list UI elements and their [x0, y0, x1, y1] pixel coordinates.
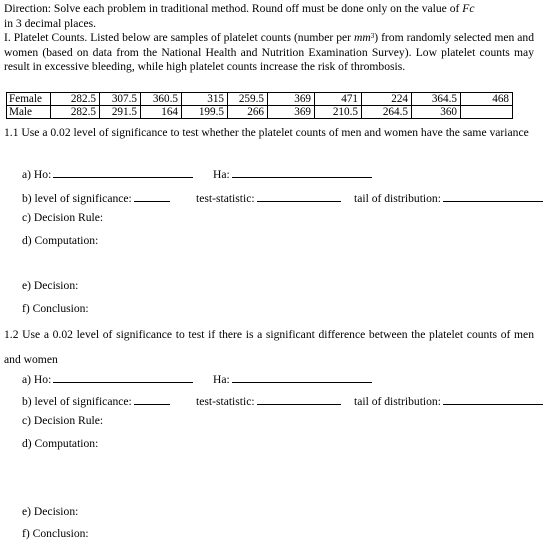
table-cell: 282.5 [51, 106, 100, 119]
q2-computation: d) Computation: [22, 437, 99, 450]
q2-ho-blank[interactable] [53, 370, 193, 383]
q1-tail: tail of distribution: [354, 189, 543, 205]
q2-conclusion: f) Conclusion: [22, 527, 89, 540]
table-cell: 369 [268, 106, 315, 119]
q1-decision-rule: c) Decision Rule: [22, 211, 104, 224]
table-cell: 291.5 [100, 106, 141, 119]
table-cell: 360.5 [141, 93, 182, 106]
q2-tail: tail of distribution: [354, 392, 543, 408]
q1-level-blank[interactable] [134, 189, 170, 202]
q2-ha-blank[interactable] [232, 370, 372, 383]
row-label-male: Male [7, 106, 51, 119]
table-cell: 315 [182, 93, 228, 106]
table-cell: 471 [315, 93, 362, 106]
q2-level: b) level of significance: [22, 392, 170, 408]
direction-text: Direction: Solve each problem in traditional method. Round off must be done only on the value of Fc in 3 decimal places. [4, 2, 475, 30]
q2-ts-blank[interactable] [257, 392, 341, 405]
q1-ho-blank[interactable] [53, 165, 193, 178]
table-cell: 282.5 [51, 93, 100, 106]
q1-ha: Ha: [213, 165, 372, 181]
q2-test-statistic: test-statistic: [196, 392, 341, 408]
platelet-table [6, 92, 513, 119]
q1-test-statistic: test-statistic: [196, 189, 341, 205]
unit-symbol: mm [353, 31, 371, 44]
q1-title: 1.1 Use a 0.02 level of significance to test whether the platelet counts of men and women have the same variance [4, 126, 529, 139]
q1-level: b) level of significance: [22, 189, 170, 205]
q2-decision-rule: c) Decision Rule: [22, 414, 104, 427]
table-cell: 199.5 [182, 106, 228, 119]
table-cell: 360 [412, 106, 461, 119]
q1-ts-blank[interactable] [257, 189, 341, 202]
fc-symbol: Fc [462, 2, 475, 15]
table-cell: 259.5 [228, 93, 268, 106]
q2-decision: e) Decision: [22, 505, 79, 518]
table-cell: 364.5 [412, 93, 461, 106]
q1-conclusion: f) Conclusion: [22, 302, 89, 315]
table-cell: 307.5 [100, 93, 141, 106]
male-row [7, 106, 513, 119]
table-cell: 224 [362, 93, 412, 106]
table-cell: 164 [141, 106, 182, 119]
q2-tail-blank[interactable] [443, 392, 543, 405]
q1-computation: d) Computation: [22, 234, 99, 247]
problem-statement: I. Platelet Counts. Listed below are samples of platelet counts (number per $mm^3$) from randomly selected men and women (based on data from the National Health and Nutrition Examination Survey). Low platelet counts may result in excessive bleeding, while high platelet counts increase the risk of thrombosis. [4, 31, 534, 74]
q1-tail-blank[interactable] [443, 189, 543, 202]
q1-ha-blank[interactable] [232, 165, 372, 178]
female-row [7, 93, 513, 106]
table-cell: 369 [268, 93, 315, 106]
q2-level-blank[interactable] [134, 392, 170, 405]
q1-decision: e) Decision: [22, 279, 79, 292]
row-label-female: Female [7, 93, 51, 106]
q2-ha: Ha: [213, 370, 372, 386]
q2-title: 1.2 Use a 0.02 level of significance to test if there is a significant difference between the platelet counts of men and women [4, 328, 534, 366]
q1-ho: a) Ho: [22, 165, 193, 181]
table-cell: 210.5 [315, 106, 362, 119]
table-cell: 264.5 [362, 106, 412, 119]
table-cell: 266 [228, 106, 268, 119]
q2-ho: a) Ho: [22, 370, 193, 386]
table-cell: 468 [461, 93, 513, 106]
unit-exponent: 3 [370, 32, 375, 40]
table-cell [461, 106, 513, 119]
